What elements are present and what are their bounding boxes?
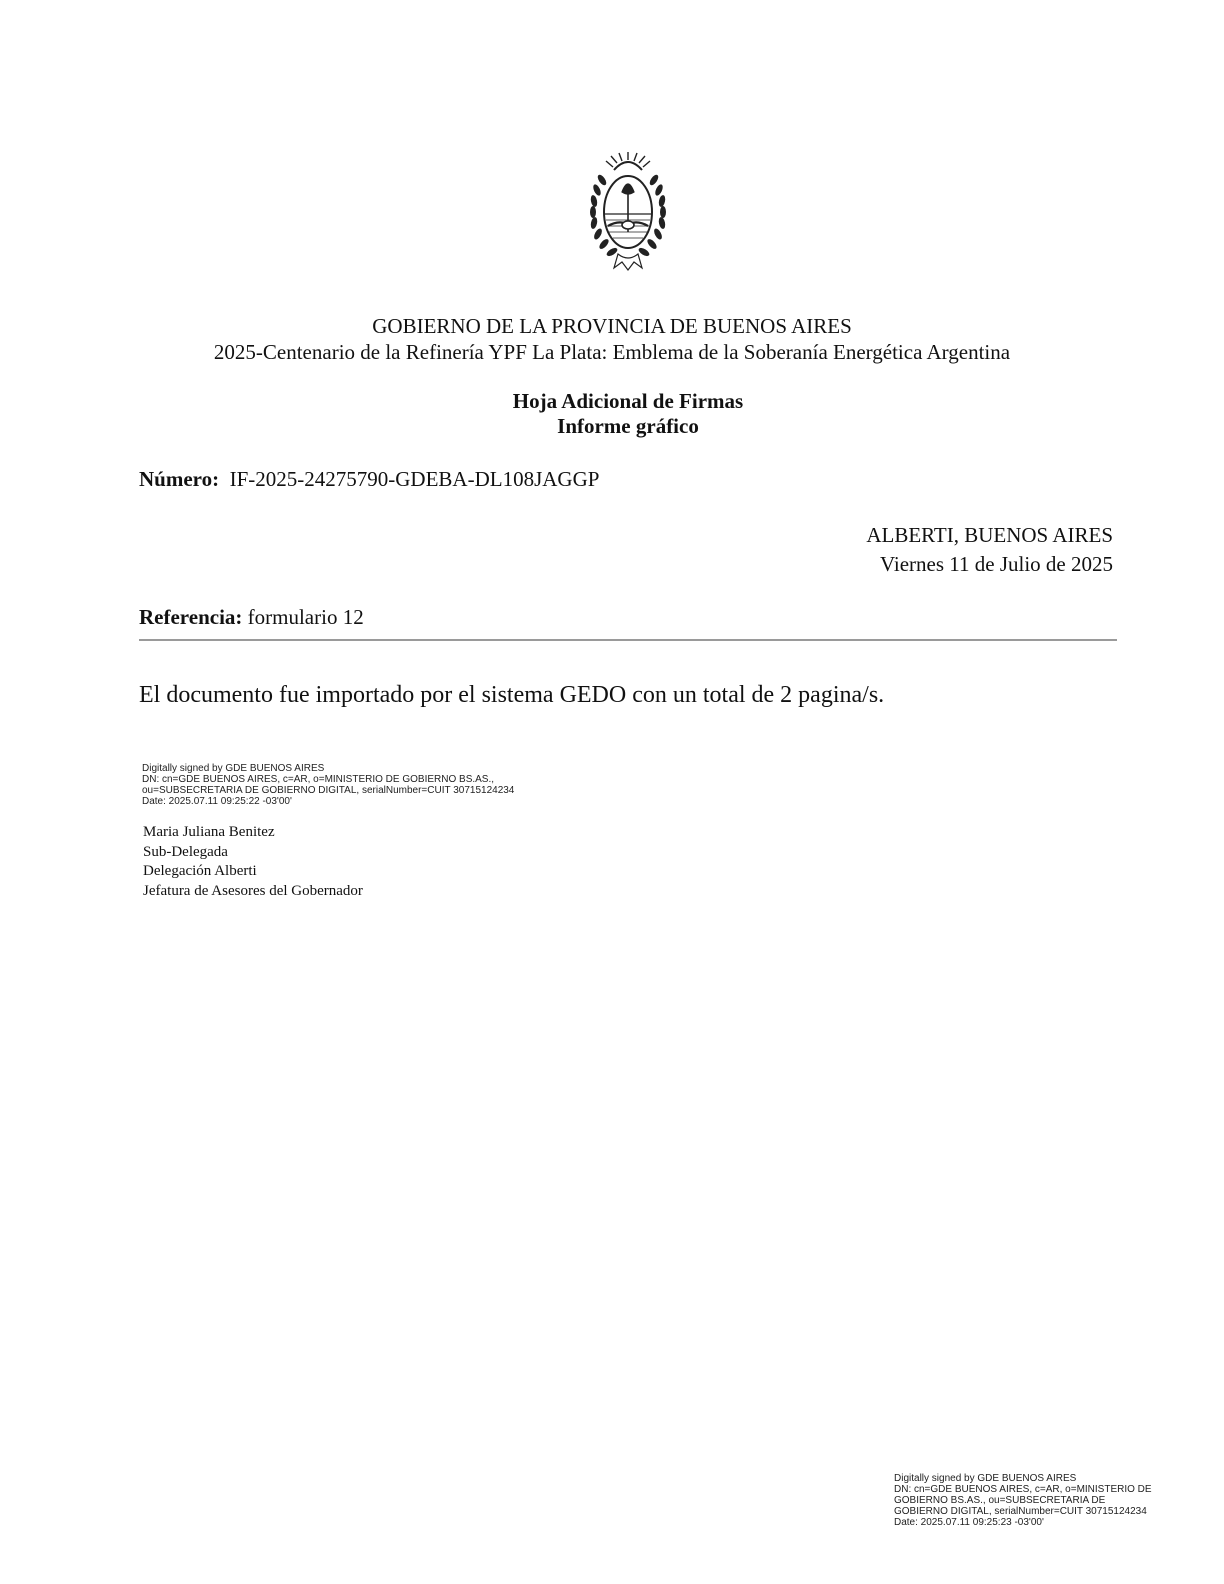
footer-digital-signature-stamp — [894, 1473, 1152, 1528]
signer-office: Delegación Alberti — [143, 863, 257, 879]
signature-line: ou=SUBSECRETARIA DE GOBIERNO DIGITAL, serialNumber=CUIT 30715124234 — [142, 785, 515, 796]
referencia-label: Referencia: — [139, 605, 243, 629]
document-date: Viernes 11 de Julio de 2025 — [880, 552, 1113, 576]
footer-signature-line: Digitally signed by GDE BUENOS AIRES — [894, 1473, 1077, 1484]
numero-field — [139, 466, 599, 492]
signer-name: Maria Juliana Benitez — [143, 824, 275, 840]
document-title: Hoja Adicional de Firmas — [512, 389, 744, 413]
document-body: El documento fue importado por el sistema GEDO con un total de 2 pagina/s. — [139, 682, 885, 708]
sun-rays — [606, 152, 650, 167]
signature-line: Date: 2025.07.11 09:25:22 -03'00' — [142, 796, 292, 807]
digital-signature-stamp — [142, 763, 514, 807]
signer-role: Sub-Delegada — [143, 843, 228, 860]
government-name: GOBIERNO DE LA PROVINCIA DE BUENOS AIRES — [372, 314, 852, 338]
signature-line: DN: cn=GDE BUENOS AIRES, c=AR, o=MINISTERIO DE GOBIERNO BS.AS., — [142, 774, 495, 785]
numero-label: Número: — [139, 467, 220, 491]
numero-value: IF-2025-24275790-GDEBA-DL108JAGGP — [229, 467, 600, 491]
footer-signature-line: Date: 2025.07.11 09:25:23 -03'00' — [894, 1517, 1044, 1528]
footer-signature-line: GOBIERNO BS.AS., ou=SUBSECRETARIA DE — [894, 1495, 1106, 1506]
year-motto: 2025-Centenario de la Refinería YPF La Plata: Emblema de la Soberanía Energética Argentina — [213, 340, 1011, 364]
referencia-value: formulario 12 — [247, 605, 364, 629]
signer-block — [143, 823, 363, 901]
footer-signature-line: DN: cn=GDE BUENOS AIRES, c=AR, o=MINISTERIO DE — [894, 1484, 1152, 1495]
argentina-coat-of-arms-icon — [584, 150, 672, 276]
referencia-field — [139, 604, 364, 630]
document-subtitle: Informe gráfico — [557, 414, 699, 438]
divider — [139, 639, 1117, 641]
signer-department: Jefatura de Asesores del Gobernador — [143, 882, 363, 899]
footer-signature-line: GOBIERNO DIGITAL, serialNumber=CUIT 30715124234 — [894, 1506, 1147, 1517]
signature-line: Digitally signed by GDE BUENOS AIRES — [142, 763, 325, 774]
location: ALBERTI, BUENOS AIRES — [866, 523, 1113, 547]
